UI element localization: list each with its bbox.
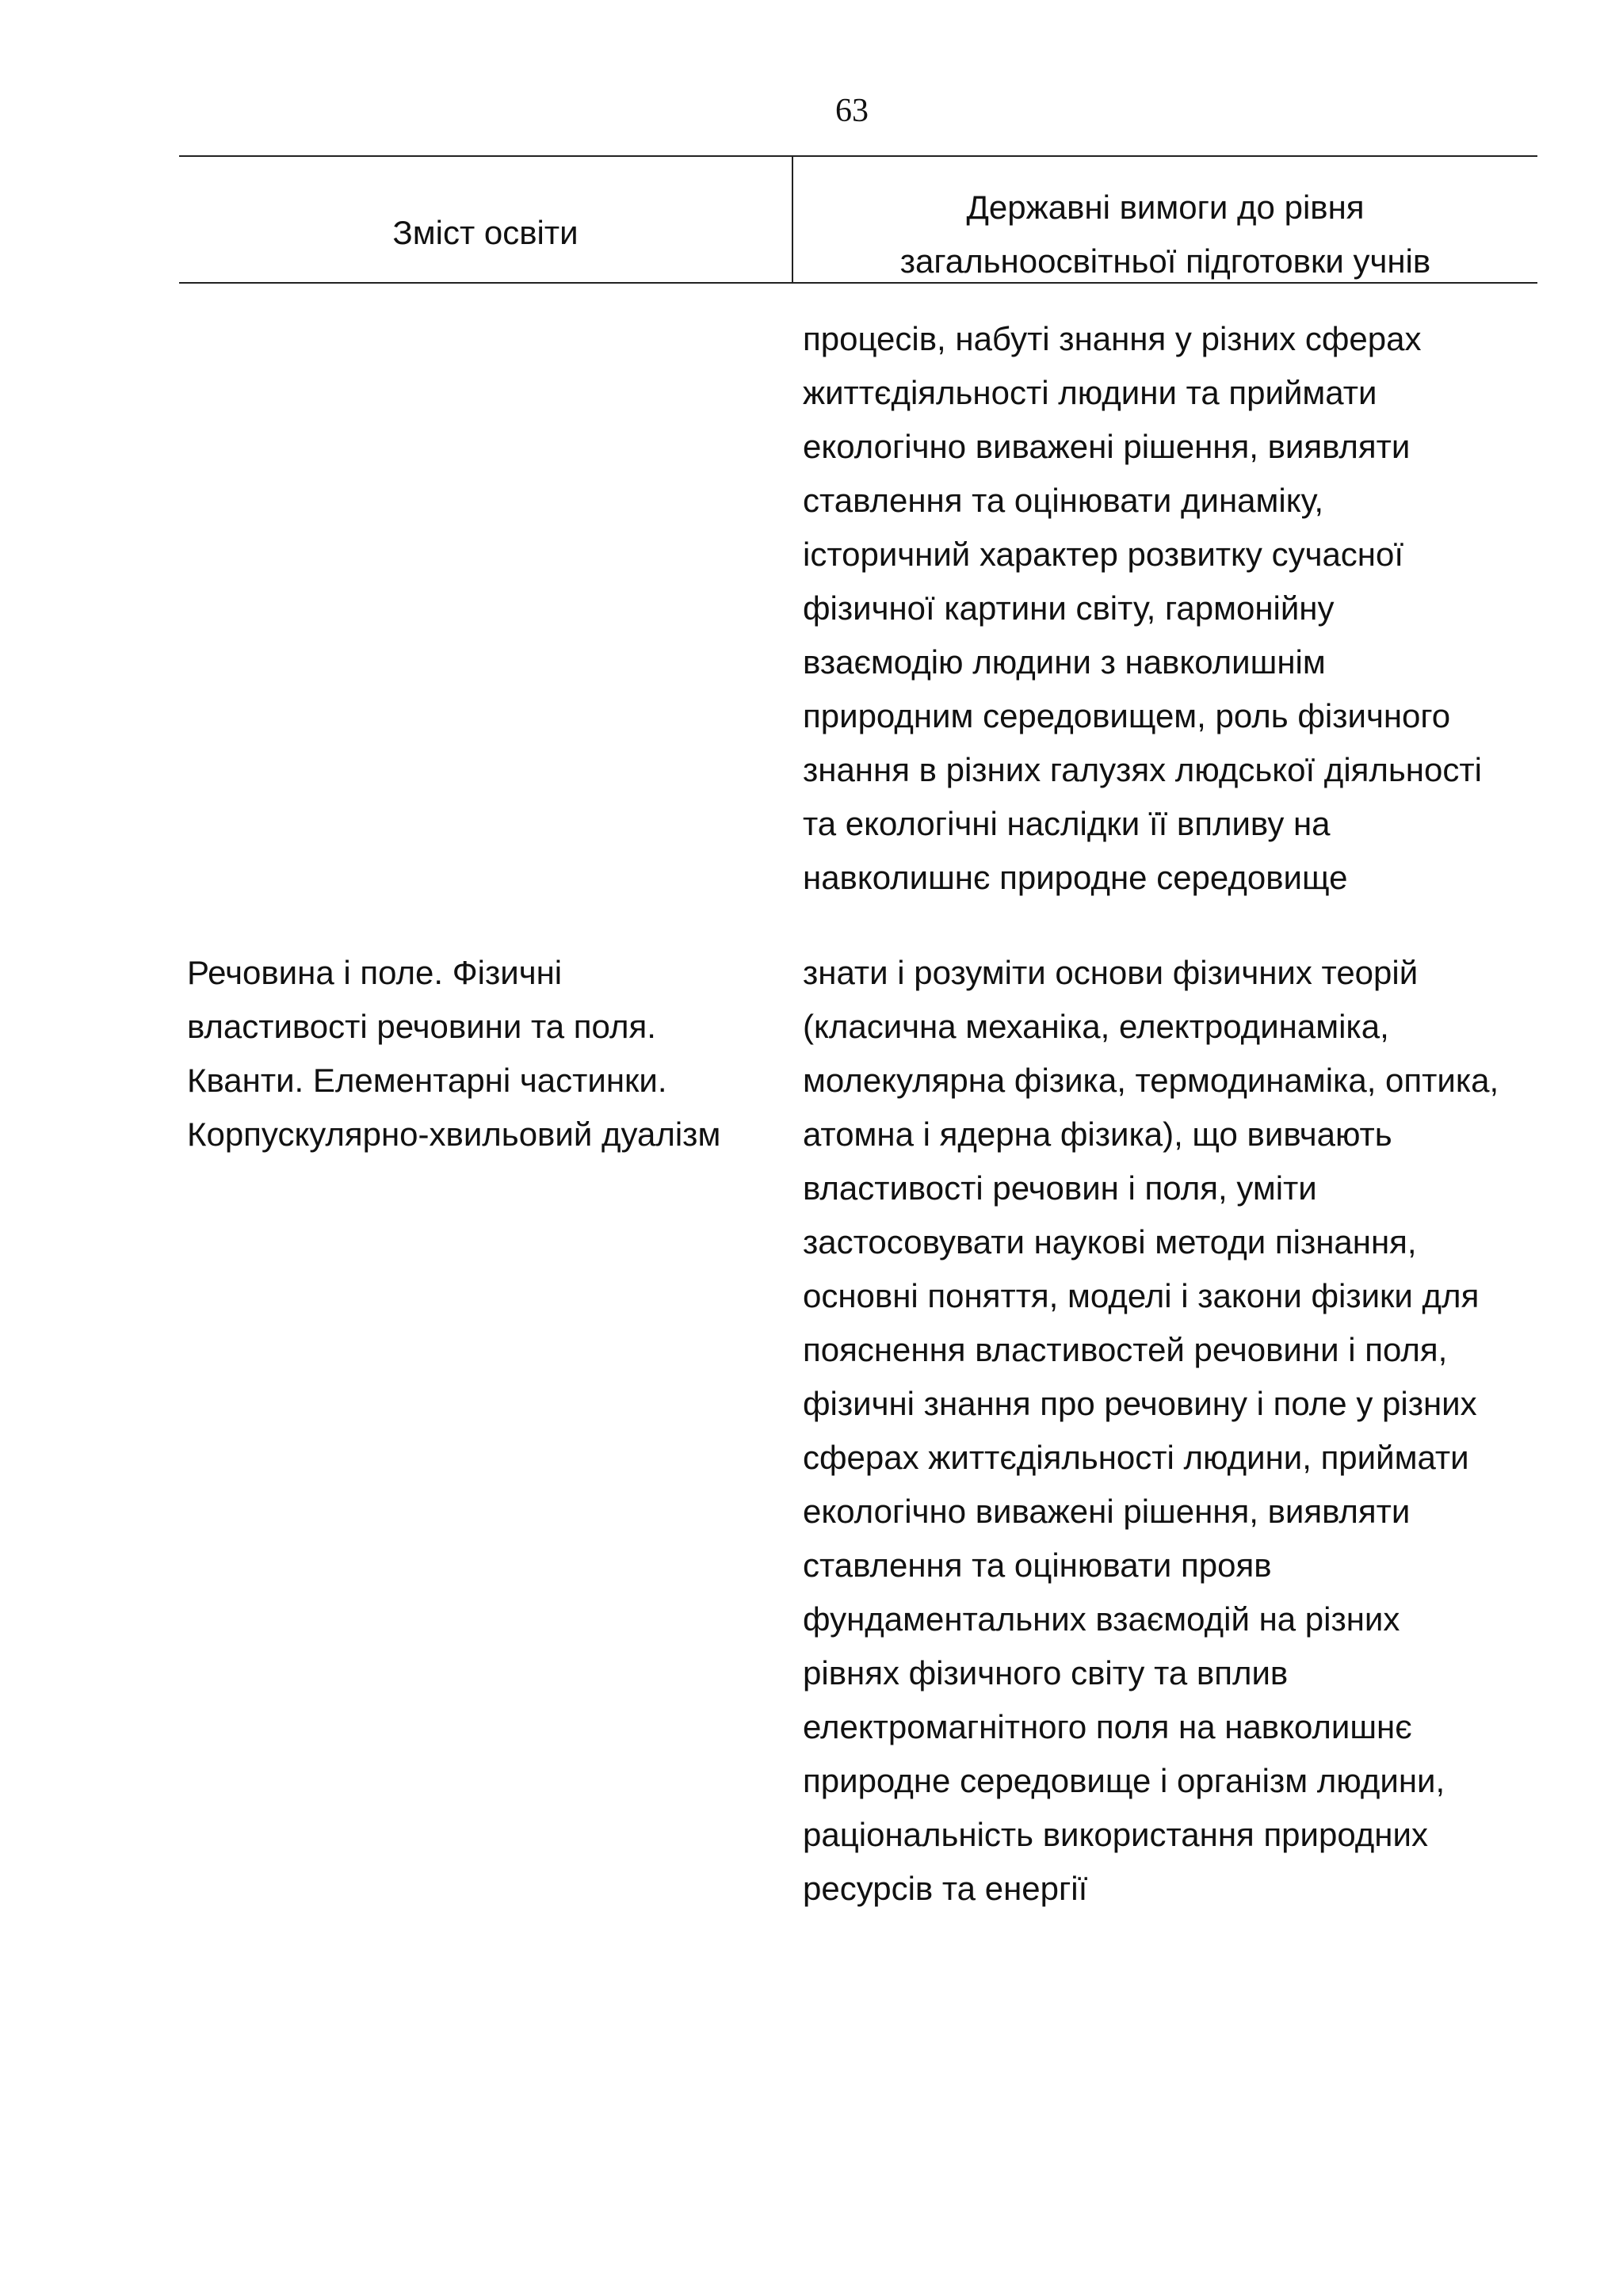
text-line: раціональність використання природних: [803, 1816, 1428, 1853]
header-line: загальноосвітньої підготовки учнів: [899, 242, 1431, 280]
text-line: застосовувати наукові методи пізнання,: [803, 1223, 1417, 1261]
text-line: властивості речовини та поля.: [187, 1008, 656, 1045]
text-line: знати і розуміти основи фізичних теорій: [803, 954, 1419, 991]
text-line: електромагнітного поля на навколишнє: [803, 1708, 1412, 1745]
text-line: природне середовище і організм людини,: [803, 1762, 1445, 1799]
text-line: екологічно виважені рішення, виявляти: [803, 428, 1411, 465]
text-line: атомна і ядерна фізика), що вивчають: [803, 1116, 1392, 1153]
text-line: Корпускулярно-хвильовий дуалізм: [187, 1116, 721, 1153]
requirements-cell: [793, 946, 1537, 1916]
text-line: фізичні знання про речовину і поле у різних: [803, 1385, 1477, 1422]
text-line: природним середовищем, роль фізичного: [803, 697, 1451, 734]
table-row: [179, 946, 1537, 1916]
text-line: ставлення та оцінювати прояв: [803, 1547, 1272, 1584]
content-cell: [179, 946, 793, 1916]
text-line: та екологічні наслідки її впливу на: [803, 805, 1331, 842]
text-line: (класична механіка, електродинаміка,: [803, 1008, 1389, 1045]
text-line: сферах життєдіяльності людини, приймати: [803, 1439, 1469, 1476]
text-line: фундаментальних взаємодій на різних: [803, 1600, 1400, 1638]
text-line: Речовина і поле. Фізичні: [187, 954, 563, 991]
content-cell: [179, 312, 793, 905]
table-header: [179, 155, 1537, 284]
table-row: [179, 312, 1537, 905]
curriculum-table: [179, 155, 1537, 1916]
header-state-requirements: [793, 181, 1537, 288]
text-line: екологічно виважені рішення, виявляти: [803, 1493, 1411, 1530]
text-line: процесів, набуті знання у різних сферах: [803, 320, 1422, 357]
text-line: основні поняття, моделі і закони фізики для: [803, 1277, 1480, 1314]
header-line: Державні вимоги до рівня: [966, 189, 1365, 226]
header-content-of-education: Зміст освіти: [392, 214, 579, 251]
requirements-cell: [793, 312, 1537, 905]
text-line: властивості речовин і поля, уміти: [803, 1169, 1317, 1207]
text-line: взаємодію людини з навколишнім: [803, 643, 1326, 681]
text-line: знання в різних галузях людської діяльності: [803, 751, 1482, 788]
text-line: молекулярна фізика, термодинаміка, оптика,: [803, 1062, 1499, 1099]
text-line: Кванти. Елементарні частинки.: [187, 1062, 667, 1099]
text-line: історичний характер розвитку сучасної: [803, 536, 1404, 573]
text-line: ресурсів та енергії: [803, 1870, 1088, 1907]
text-line: рівнях фізичного світу та вплив: [803, 1654, 1289, 1691]
text-line: фізичної картини світу, гармонійну: [803, 589, 1335, 627]
text-line: навколишнє природне середовище: [803, 859, 1348, 896]
text-line: пояснення властивостей речовини і поля,: [803, 1331, 1448, 1368]
text-line: життєдіяльності людини та приймати: [803, 374, 1377, 411]
page-number: 63: [835, 93, 869, 129]
text-line: ставлення та оцінювати динаміку,: [803, 482, 1324, 519]
